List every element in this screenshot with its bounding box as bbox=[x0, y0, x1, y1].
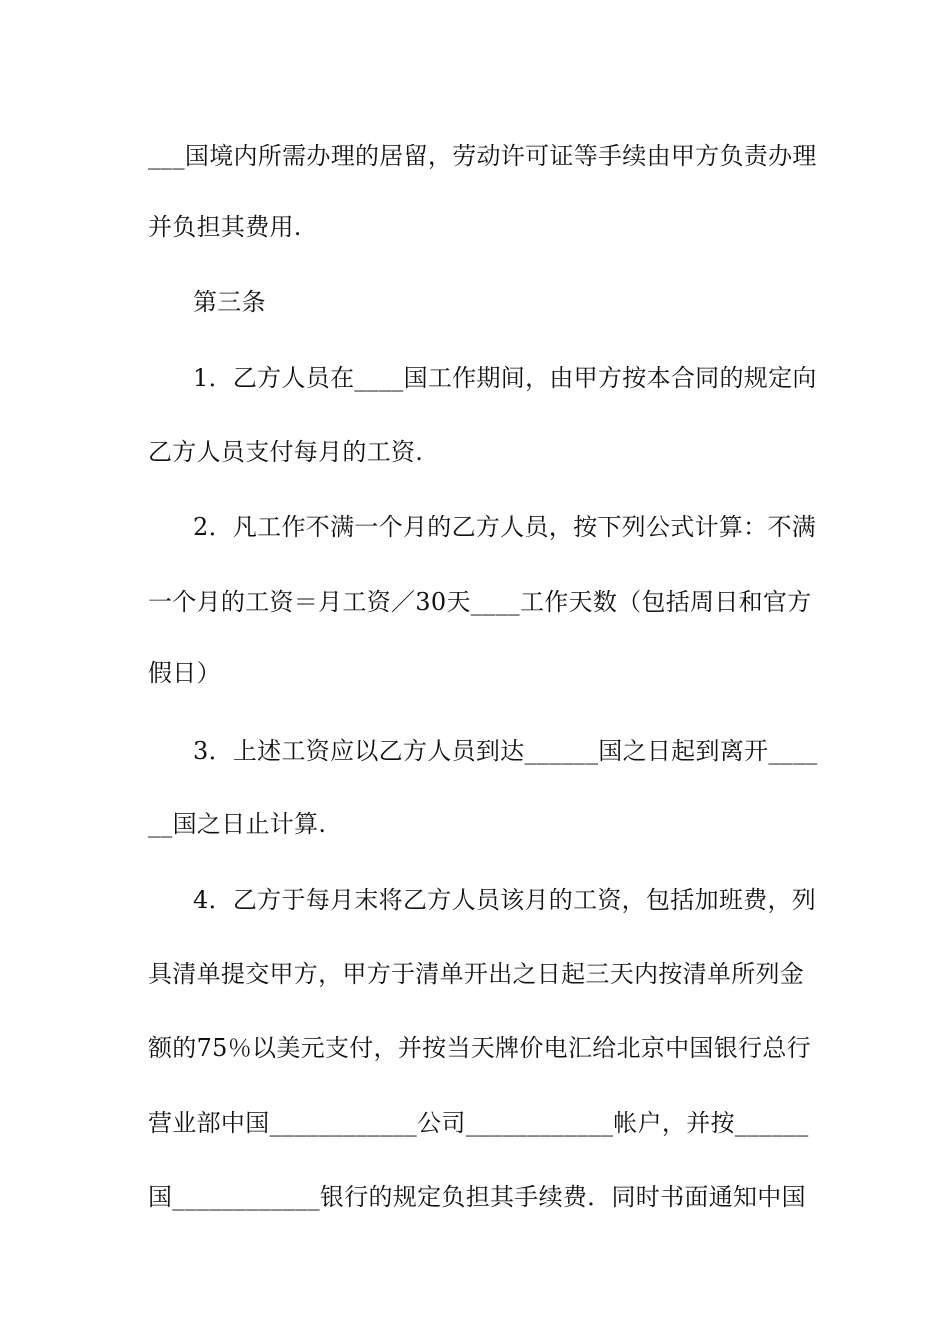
clause-2-line-2: 一个月的工资＝月工资／30天____工作天数（包括周日和官方 bbox=[148, 588, 812, 616]
clause-4-line-2: 具清单提交甲方，甲方于清单开出之日起三天内按清单所列金 bbox=[148, 960, 805, 988]
paragraph-line-2: 并负担其费用. bbox=[148, 213, 302, 241]
clause-4-line-1: 4．乙方于每月末将乙方人员该月的工资，包括加班费，列 bbox=[193, 886, 817, 914]
clause-4-line-5: 国____________银行的规定负担其手续费．同时书面通知中国 bbox=[148, 1183, 806, 1211]
clause-1-line-2: 乙方人员支付每月的工资. bbox=[148, 438, 424, 466]
clause-2-line-1: 2．凡工作不满一个月的乙方人员，按下列公式计算：不满 bbox=[193, 513, 817, 541]
article-heading: 第三条 bbox=[193, 288, 266, 316]
paragraph-line-1: ___国境内所需办理的居留，劳动许可证等手续由甲方负责办理 bbox=[148, 142, 817, 170]
clause-3-line-2: __国之日止计算. bbox=[148, 810, 327, 838]
clause-1-line-1: 1．乙方人员在____国工作期间，由甲方按本合同的规定向 bbox=[193, 364, 817, 392]
clause-4-line-3: 额的75％以美元支付，并按当天牌价电汇给北京中国银行总行 bbox=[148, 1034, 811, 1062]
clause-4-line-4: 营业部中国____________公司____________帐户，并按______ bbox=[148, 1109, 809, 1137]
clause-2-line-3: 假日） bbox=[148, 659, 221, 687]
clause-3-line-1: 3．上述工资应以乙方人员到达______国之日起到离开____ bbox=[193, 737, 818, 765]
